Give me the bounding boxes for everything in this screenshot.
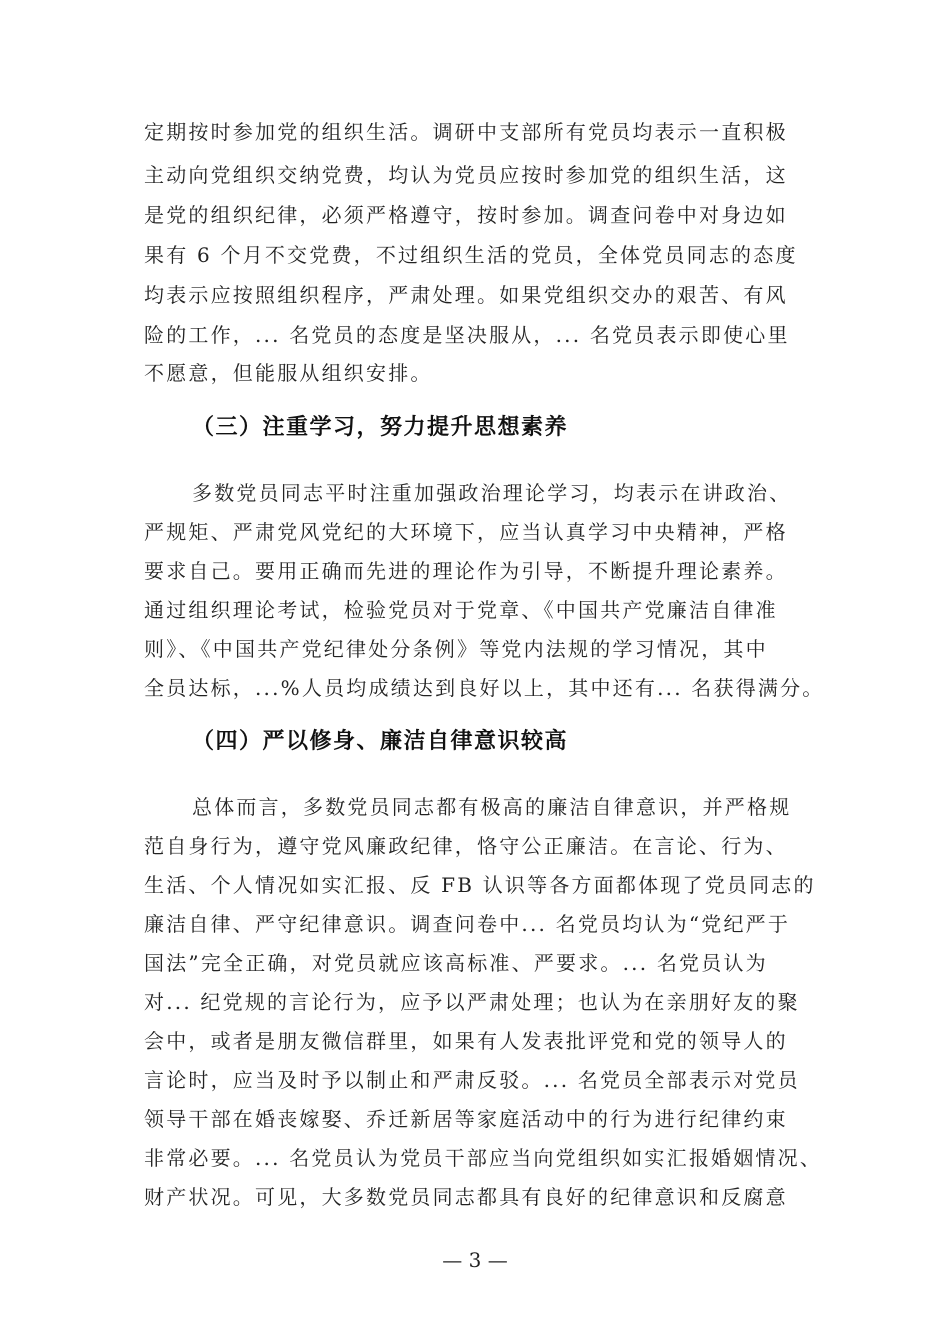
- paragraph-line: 均表示应按照组织程序，严肃处理。如果党组织交办的艰苦、有风: [144, 283, 788, 307]
- paragraph-line: 要求自己。要用正确而先进的理论作为引导，不断提升理论素养。: [144, 559, 788, 583]
- section-heading-4: （四）严以修身、廉洁自律意识较高: [192, 729, 569, 754]
- page-number: — 3 —: [442, 1248, 508, 1272]
- paragraph-line: 险的工作，... 名党员的态度是坚决服从，... 名党员表示即使心里: [144, 323, 790, 347]
- paragraph-line: 不愿意，但能服从组织安排。: [144, 361, 433, 385]
- paragraph-line: 言论时，应当及时予以制止和严肃反驳。... 名党员全部表示对党员: [144, 1068, 800, 1092]
- paragraph-line: 是党的组织纪律，必须严格遵守，按时参加。调查问卷中对身边如: [144, 203, 788, 227]
- paragraph-line: 则》、《中国共产党纪律处分条例》等党内法规的学习情况，其中: [144, 637, 768, 661]
- paragraph-line: 对... 纪党规的言论行为，应予以严肃处理；也认为在亲朋好友的聚: [144, 990, 800, 1014]
- paragraph-line: 严规矩、严肃党风党纪的大环境下，应当认真学习中央精神，严格: [144, 520, 788, 544]
- paragraph-line: 生活、个人情况如实汇报、反 FB 认识等各方面都体现了党员同志的: [144, 873, 816, 897]
- paragraph-line: 通过组织理论考试，检验党员对于党章、《中国共产党廉洁自律准: [144, 598, 778, 622]
- paragraph-line: 国法”完全正确，对党员就应该高标准、严要求。... 名党员认为: [144, 951, 768, 975]
- paragraph-line: 多数党员同志平时注重加强政治理论学习，均表示在讲政治、: [192, 481, 792, 505]
- paragraph-line: 总体而言，多数党员同志都有极高的廉洁自律意识，并严格规: [192, 795, 792, 819]
- paragraph-line: 领导干部在婚丧嫁娶、乔迁新居等家庭活动中的行为进行纪律约束: [144, 1107, 788, 1131]
- paragraph-line: 财产状况。可见，大多数党员同志都具有良好的纪律意识和反腐意: [144, 1185, 788, 1209]
- paragraph-line: 果有 6 个月不交党费，不过组织生活的党员，全体党员同志的态度: [144, 243, 798, 267]
- section-heading-3: （三）注重学习，努力提升思想素养: [192, 415, 569, 440]
- paragraph-line: 主动向党组织交纳党费，均认为党员应按时参加党的组织生活，这: [144, 163, 788, 187]
- paragraph-line: 定期按时参加党的组织生活。调研中支部所有党员均表示一直积极: [144, 120, 788, 144]
- paragraph-line: 廉洁自律、严守纪律意识。调查问卷中... 名党员均认为“党纪严于: [144, 912, 791, 936]
- paragraph-line: 会中，或者是朋友微信群里，如果有人发表批评党和党的领导人的: [144, 1029, 788, 1053]
- paragraph-line: 范自身行为，遵守党风廉政纪律，恪守公正廉洁。在言论、行为、: [144, 834, 788, 858]
- paragraph-line: 非常必要。... 名党员认为党员干部应当向党组织如实汇报婚姻情况、: [144, 1146, 823, 1170]
- paragraph-line: 全员达标，...%人员均成绩达到良好以上，其中还有... 名获得满分。: [144, 676, 825, 700]
